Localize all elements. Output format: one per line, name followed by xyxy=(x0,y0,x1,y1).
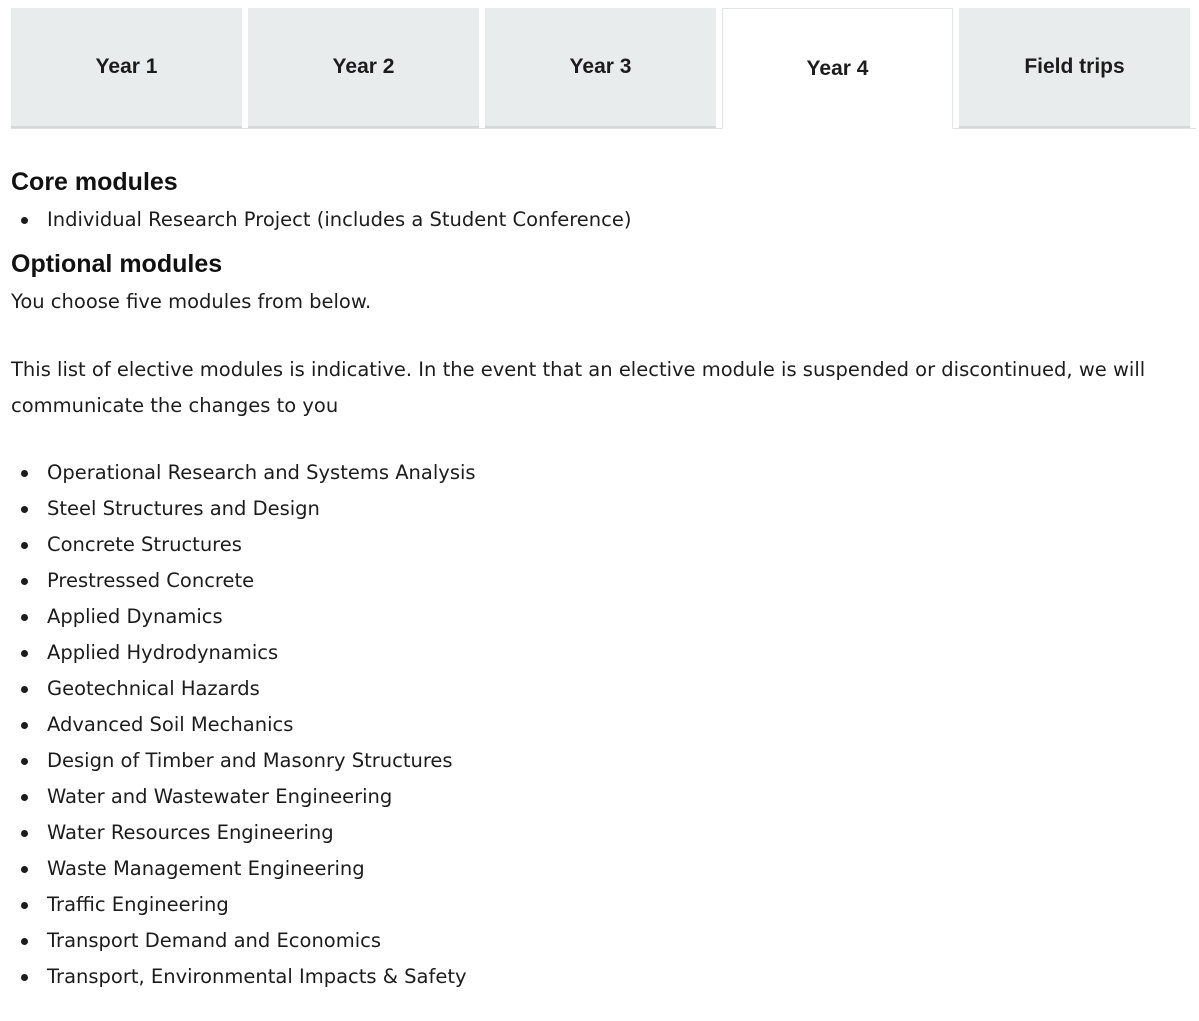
tab-panel xyxy=(11,150,1186,995)
list-item: Steel Structures and Design xyxy=(47,491,1186,527)
core-modules-heading: Core modules xyxy=(11,168,178,196)
list-item: Geotechnical Hazards xyxy=(47,671,1186,707)
tab-year-1[interactable]: Year 1 xyxy=(11,8,242,128)
list-item: Waste Management Engineering xyxy=(47,851,1186,887)
list-item: Applied Hydrodynamics xyxy=(47,635,1186,671)
list-item: Design of Timber and Masonry Structures xyxy=(47,743,1186,779)
core-modules-list xyxy=(11,202,1186,238)
list-item: Concrete Structures xyxy=(47,527,1186,563)
list-item: Transport Demand and Economics xyxy=(47,923,1186,959)
list-item: Prestressed Concrete xyxy=(47,563,1186,599)
indicative-notice: This list of elective modules is indicative. In the event that an elective module is suspended or discontinued, we will communicate the changes to you xyxy=(11,358,1146,417)
list-item: Water Resources Engineering xyxy=(47,815,1186,851)
tab-year-4[interactable]: Year 4 xyxy=(722,8,953,129)
year-tabs xyxy=(11,8,1196,129)
list-item: Applied Dynamics xyxy=(47,599,1186,635)
choose-instructions: You choose five modules from below. xyxy=(11,290,372,313)
tab-field-trips[interactable]: Field trips xyxy=(959,8,1190,128)
list-item: Advanced Soil Mechanics xyxy=(47,707,1186,743)
list-item: Transport, Environmental Impacts & Safety xyxy=(47,959,1186,995)
optional-modules-heading: Optional modules xyxy=(11,250,223,278)
optional-modules-list xyxy=(11,455,1186,995)
list-item: Water and Wastewater Engineering xyxy=(47,779,1186,815)
list-item: Individual Research Project (includes a Student Conference) xyxy=(47,202,1186,238)
tab-year-2[interactable]: Year 2 xyxy=(248,8,479,128)
list-item: Operational Research and Systems Analysis xyxy=(47,455,1186,491)
tab-year-3[interactable]: Year 3 xyxy=(485,8,716,128)
list-item: Traffic Engineering xyxy=(47,887,1186,923)
